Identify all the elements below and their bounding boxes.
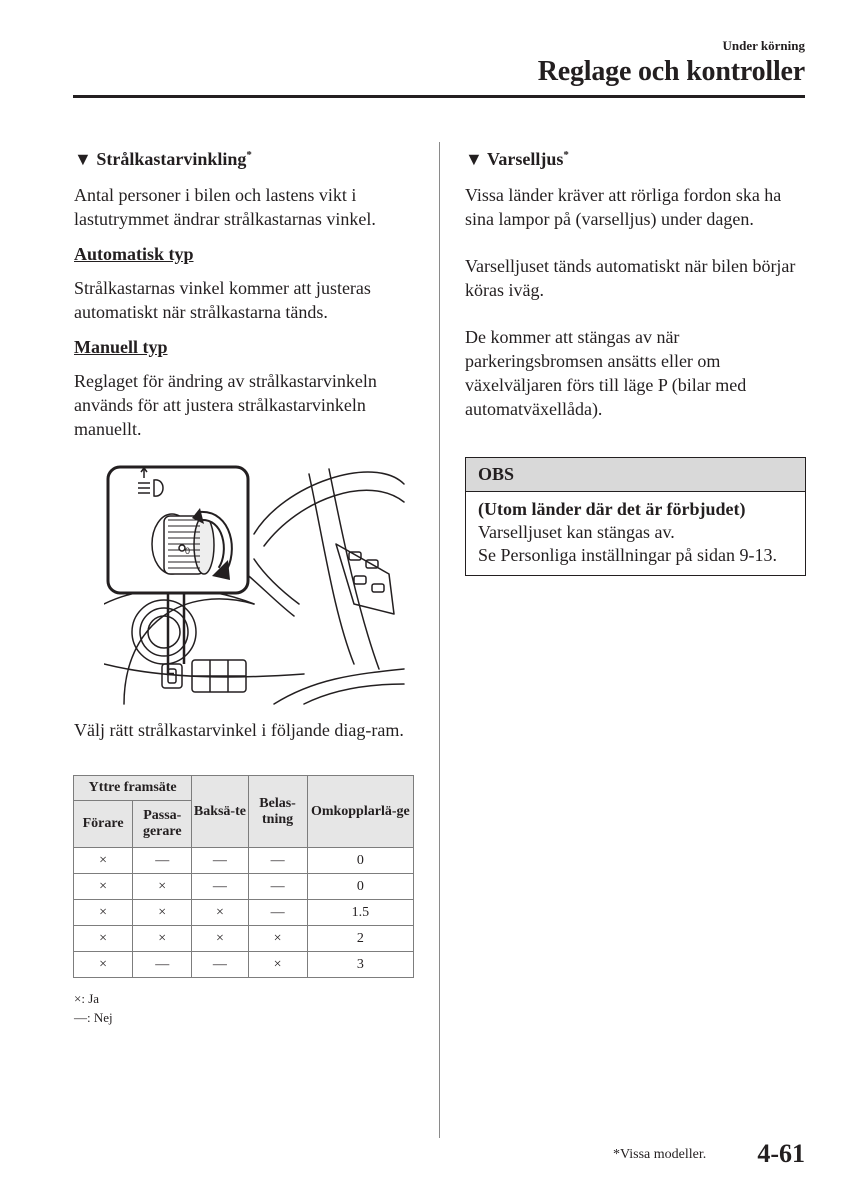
dashboard-illustration [104,464,408,712]
section-heading-headlight-leveling [74,143,419,171]
table-cell: — [248,848,307,874]
daytime-paragraph-3: De kommer att stängas av när parkeringsbromsen ansätts eller om växelväljaren förs till läge P (bilar med automatväxellåda). [465,327,747,419]
note-box [465,457,806,576]
col-header-passenger: Passa-gerare [133,801,192,848]
table-cell: 0 [307,874,413,900]
legend-no: —: Nej [74,1010,113,1025]
table-cell: × [74,926,133,952]
left-column [74,143,419,441]
svg-text:0: 0 [185,546,191,556]
table-cell: × [74,952,133,978]
table-cell: — [133,848,192,874]
table-cell: — [192,848,248,874]
triangle-bullet-icon: ▼ [74,149,92,169]
triangle-bullet-icon: ▼ [465,149,483,169]
table-cell: — [192,874,248,900]
table-row [74,900,414,926]
asterisk-mark: * [246,149,252,161]
subheading-automatic: Automatisk typ [74,244,194,264]
table-cell: — [248,874,307,900]
subheading-manual: Manuell typ [74,337,168,357]
right-column [465,143,810,421]
section-heading-text: Varselljus [487,149,564,169]
headlight-angle-table [73,775,414,978]
note-line-2: Se Personliga inställningar på sidan 9-13. [478,545,777,565]
note-title: OBS [466,458,805,492]
table-cell: — [192,952,248,978]
table-legend [74,989,113,1027]
table-cell: × [74,900,133,926]
table-cell: × [248,952,307,978]
table-row [74,926,414,952]
group-header-front: Yttre framsäte [74,776,192,801]
col-header-switch: Omkopplarlä-ge [307,776,413,848]
section-heading-text: Strålkastarvinkling [96,149,247,169]
table-cell: 1.5 [307,900,413,926]
daytime-paragraph-2: Varselljuset tänds automatiskt när bilen börjar köras iväg. [465,256,796,300]
header-rule [73,95,805,98]
table-cell: × [133,874,192,900]
intro-paragraph: Antal personer i bilen och lastens vikt i lastutrymmet ändrar strålkastarnas vinkel. [74,185,376,229]
daytime-paragraph-1: Vissa länder kräver att rörliga fordon ska ha sina lampor på (varselljus) under dagen. [465,185,782,229]
table-row [74,848,414,874]
table-row [74,952,414,978]
section-heading-daytime-lights [465,143,810,171]
page-title: Reglage och kontroller [537,56,805,87]
headlight-leveling-figure [104,464,408,712]
col-header-load: Belas-tning [248,776,307,848]
diagram-hint: Välj rätt strålkastarvinkel i följande diag-ram. [74,720,404,740]
manual-paragraph: Reglaget för ändring av strålkastarvinkeln används för att justera strålkastarvinkeln manuellt. [74,371,377,439]
table-cell: × [133,900,192,926]
table-cell: — [248,900,307,926]
asterisk-mark: * [563,149,569,161]
table-cell: × [133,926,192,952]
table-cell: × [192,926,248,952]
column-divider [439,142,440,1138]
table-cell: 0 [307,848,413,874]
footnote: *Vissa modeller. [613,1147,707,1162]
note-body [466,492,805,575]
note-line-1: Varselljuset kan stängas av. [478,522,675,542]
table-cell: × [74,874,133,900]
table-row [74,874,414,900]
table-cell: 2 [307,926,413,952]
header-section-label: Under körning [722,38,805,53]
table-cell: × [192,900,248,926]
col-header-rear: Baksä-te [192,776,248,848]
table-cell: × [74,848,133,874]
table-cell: 3 [307,952,413,978]
table-cell: — [133,952,192,978]
page-number: 4-61 [757,1139,805,1168]
col-header-driver: Förare [74,801,133,848]
automatic-paragraph: Strålkastarnas vinkel kommer att justeras automatiskt när strålkastarna tänds. [74,278,371,322]
legend-yes: ×: Ja [74,991,100,1006]
table-cell: × [248,926,307,952]
note-bold-line: (Utom länder där det är förbjudet) [478,499,746,519]
